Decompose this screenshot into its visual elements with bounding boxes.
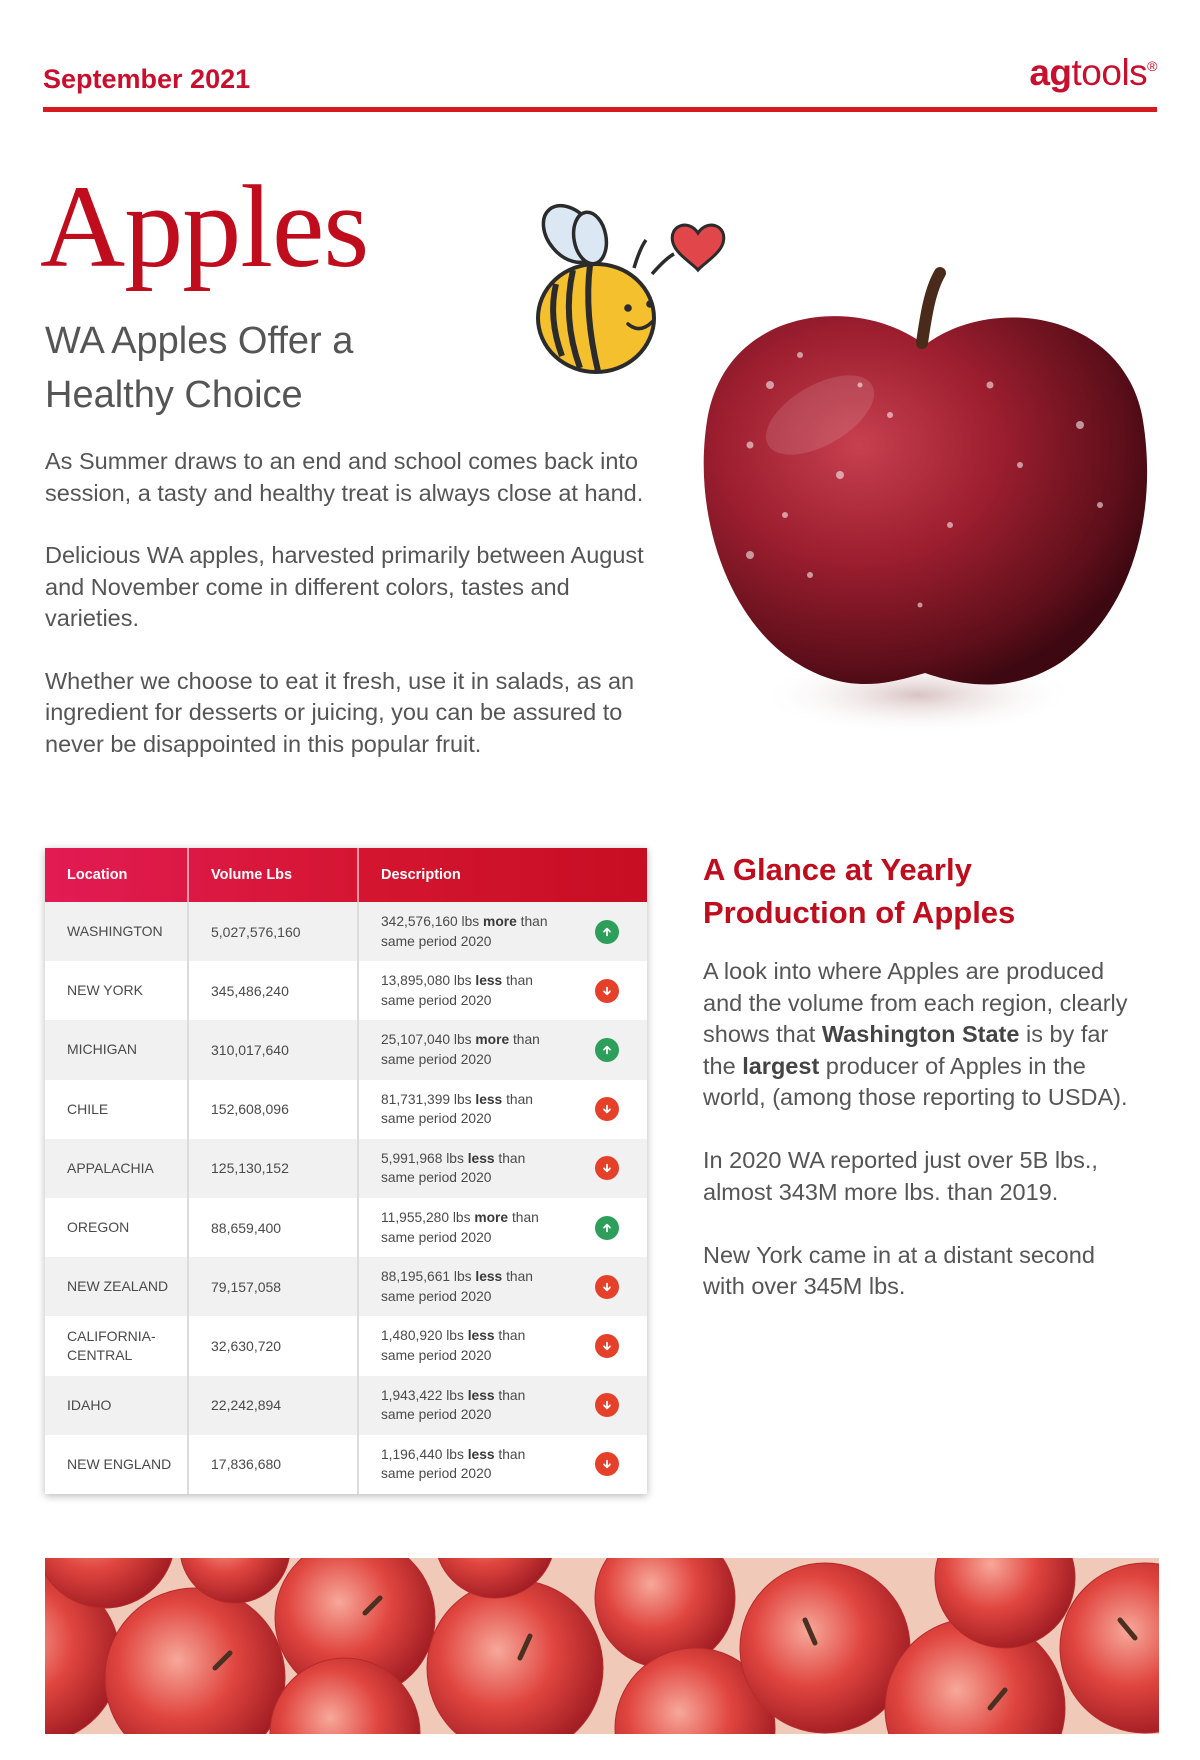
arrow-up-icon xyxy=(595,1216,619,1240)
cell-volume: 310,017,640 xyxy=(189,1020,359,1079)
cell-volume: 88,659,400 xyxy=(189,1198,359,1257)
cell-location: NEW ENGLAND xyxy=(45,1435,189,1494)
table-header xyxy=(45,848,647,902)
cell-volume: 32,630,720 xyxy=(189,1316,359,1375)
table-row xyxy=(45,961,647,1020)
column-header-volume: Volume Lbs xyxy=(189,848,359,902)
cell-location: CALIFORNIA-CENTRAL xyxy=(45,1316,189,1375)
cell-volume: 79,157,058 xyxy=(189,1257,359,1316)
cell-location: IDAHO xyxy=(45,1376,189,1435)
production-table xyxy=(45,848,647,1494)
cell-location: CHILE xyxy=(45,1080,189,1139)
table-row xyxy=(45,1020,647,1079)
cell-description: 5,991,968 lbs less than same period 2020 xyxy=(359,1139,647,1198)
arrow-down-icon xyxy=(595,1334,619,1358)
cell-volume: 5,027,576,160 xyxy=(189,902,359,961)
table-row xyxy=(45,1376,647,1435)
cell-description: 11,955,280 lbs more than same period 2020 xyxy=(359,1198,647,1257)
cell-description: 1,943,422 lbs less than same period 2020 xyxy=(359,1376,647,1435)
cell-location: MICHIGAN xyxy=(45,1020,189,1079)
issue-date: September 2021 xyxy=(43,64,251,94)
intro-text xyxy=(45,446,645,791)
page-subtitle: WA Apples Offer a Healthy Choice xyxy=(45,320,354,416)
table-body xyxy=(45,902,647,1494)
cell-description: 13,895,080 lbs less than same period 2020 xyxy=(359,961,647,1020)
cell-volume: 22,242,894 xyxy=(189,1376,359,1435)
section-paragraph: A look into where Apples are produced and the volume from each region, clearly shows that Washington State is by far the largest producer of Apples in the world, (among those reporting to USDA). xyxy=(703,958,1128,1110)
agtools-logo[interactable]: agtools® xyxy=(1029,52,1157,93)
table-row xyxy=(45,1257,647,1316)
cell-description: 81,731,399 lbs less than same period 2020 xyxy=(359,1080,647,1139)
cell-volume: 125,130,152 xyxy=(189,1139,359,1198)
table-row xyxy=(45,1316,647,1375)
section-paragraph: In 2020 WA reported just over 5B lbs., almost 343M more lbs. than 2019. xyxy=(703,1147,1098,1205)
arrow-up-icon xyxy=(595,920,619,944)
arrow-up-icon xyxy=(595,1038,619,1062)
arrow-down-icon xyxy=(595,1156,619,1180)
arrow-down-icon xyxy=(595,1393,619,1417)
cell-location: NEW YORK xyxy=(45,961,189,1020)
section-body xyxy=(703,956,1143,1334)
cell-description: 88,195,661 lbs less than same period 2020 xyxy=(359,1257,647,1316)
arrow-down-icon xyxy=(595,979,619,1003)
cell-description: 342,576,160 lbs more than same period 2020 xyxy=(359,902,647,961)
cell-location: NEW ZEALAND xyxy=(45,1257,189,1316)
cell-location: APPALACHIA xyxy=(45,1139,189,1198)
arrow-down-icon xyxy=(595,1275,619,1299)
cell-volume: 152,608,096 xyxy=(189,1080,359,1139)
cell-description: 25,107,040 lbs more than same period 2020 xyxy=(359,1020,647,1079)
cell-description: 1,196,440 lbs less than same period 2020 xyxy=(359,1435,647,1494)
arrow-down-icon xyxy=(595,1452,619,1476)
red-apple-image xyxy=(690,265,1160,755)
table-row xyxy=(45,1198,647,1257)
section-title: A Glance at Yearly Production of Apples xyxy=(703,852,1016,930)
section-paragraph: New York came in at a distant second with over 345M lbs. xyxy=(703,1241,1095,1299)
heart-icon xyxy=(672,225,724,270)
cell-volume: 17,836,680 xyxy=(189,1435,359,1494)
arrow-down-icon xyxy=(595,1097,619,1121)
column-header-description: Description xyxy=(381,867,461,883)
header-divider xyxy=(43,107,1157,112)
table-row xyxy=(45,902,647,961)
page-title: Apples xyxy=(40,161,369,292)
column-header-location: Location xyxy=(45,848,189,902)
table-row xyxy=(45,1139,647,1198)
table-row xyxy=(45,1080,647,1139)
apples-banner-image xyxy=(45,1558,1159,1734)
table-row xyxy=(45,1435,647,1494)
cell-volume: 345,486,240 xyxy=(189,961,359,1020)
intro-paragraph: Whether we choose to eat it fresh, use it in salads, as an ingredient for desserts or juicing, you can be assured to never be disappointed in this popular fruit. xyxy=(45,667,635,757)
intro-paragraph: As Summer draws to an end and school comes back into session, a tasty and healthy treat is always close at hand. xyxy=(45,448,644,506)
cell-description: 1,480,920 lbs less than same period 2020 xyxy=(359,1316,647,1375)
intro-paragraph: Delicious WA apples, harvested primarily between August and November come in different colors, tastes and varieties. xyxy=(45,542,644,631)
cell-location: WASHINGTON xyxy=(45,902,189,961)
cell-location: OREGON xyxy=(45,1198,189,1257)
